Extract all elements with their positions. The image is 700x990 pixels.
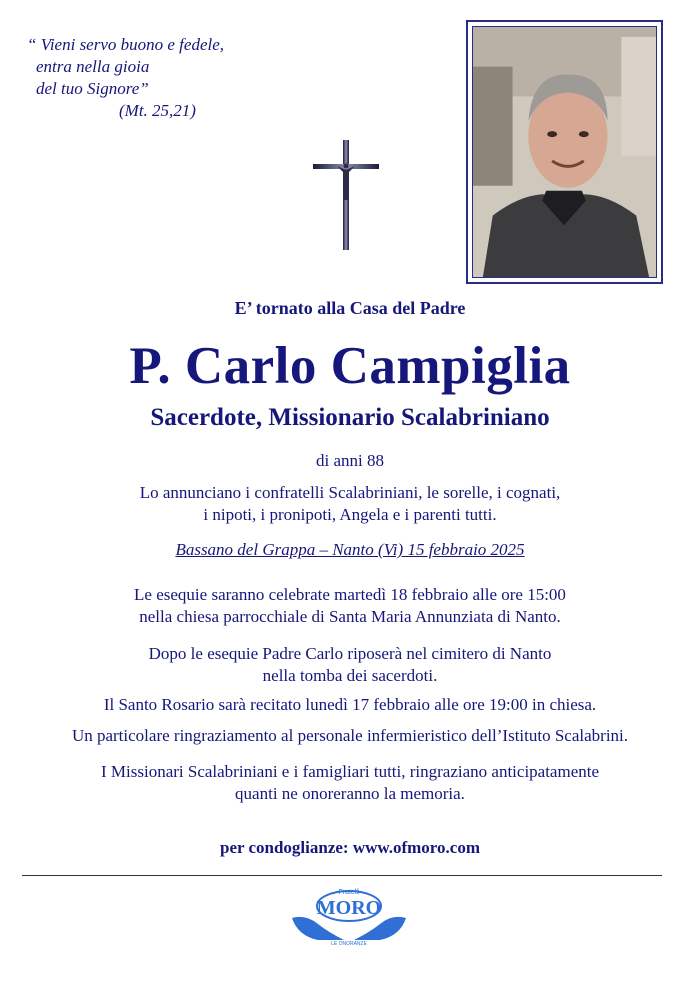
- quote-reference: (Mt. 25,21): [119, 101, 196, 120]
- logo-bottom-text: LE ONORANZE: [331, 941, 367, 946]
- quote-line-2: entra nella gioia: [36, 57, 150, 76]
- funeral-line-2: nella chiesa parrocchiale di Santa Maria Annunziata di Nanto.: [139, 607, 561, 626]
- logo-brand: MORO: [316, 897, 382, 919]
- deceased-name: P. Carlo Campiglia: [129, 337, 571, 395]
- burial-info: [0, 643, 700, 687]
- quote-line-3: del tuo Signore”: [36, 79, 149, 98]
- family-line-2: quanti ne onoreranno la memoria.: [235, 784, 465, 803]
- place-date-text: Bassano del Grappa – Nanto (Vi) 15 febbraio 2025: [175, 540, 525, 559]
- divider: [22, 875, 662, 876]
- crucifix-icon: [313, 140, 379, 250]
- place-date: [0, 540, 700, 560]
- funeral-line-1: Le esequie saranno celebrate martedì 18 febbraio alle ore 15:00: [134, 585, 566, 604]
- funeral-home-logo: [288, 884, 410, 946]
- portrait-photo: [472, 26, 657, 278]
- portrait-frame: [466, 20, 663, 284]
- announcement-heading: E’ tornato alla Casa del Padre: [234, 298, 466, 318]
- thanks-text: Un particolare ringraziamento al personale infermieristico dell’Istituto Scalabrini.: [71, 726, 629, 745]
- portrait-image: [473, 27, 656, 277]
- scripture-quote: [22, 34, 262, 122]
- burial-line-1: Dopo le esequie Padre Carlo riposerà nel cimitero di Nanto: [148, 644, 552, 663]
- mourners-line-1: Lo annunciano i confratelli Scalabriniani, le sorelle, i cognati,: [139, 483, 561, 502]
- mourners-line-2: i nipoti, i pronipoti, Angela e i parenti tutti.: [203, 505, 497, 524]
- family-line-1: I Missionari Scalabriniani e i famigliari tutti, ringraziano anticipatamente: [100, 762, 600, 781]
- mourners-text: [0, 482, 700, 526]
- condolences-link[interactable]: per condoglianze: www.ofmoro.com: [219, 838, 480, 857]
- deceased-role: Sacerdote, Missionario Scalabriniano: [150, 404, 550, 431]
- rosary-info: Il Santo Rosario sarà recitato lunedì 17 febbraio alle ore 19:00 in chiesa.: [103, 695, 597, 714]
- deceased-age: di anni 88: [316, 451, 384, 470]
- funeral-info: [0, 584, 700, 628]
- logo-top-text: Fratelli: [338, 889, 360, 896]
- family-thanks: [0, 761, 700, 805]
- quote-line-1: “ Vieni servo buono e fedele,: [27, 35, 225, 54]
- burial-line-2: nella tomba dei sacerdoti.: [262, 666, 438, 685]
